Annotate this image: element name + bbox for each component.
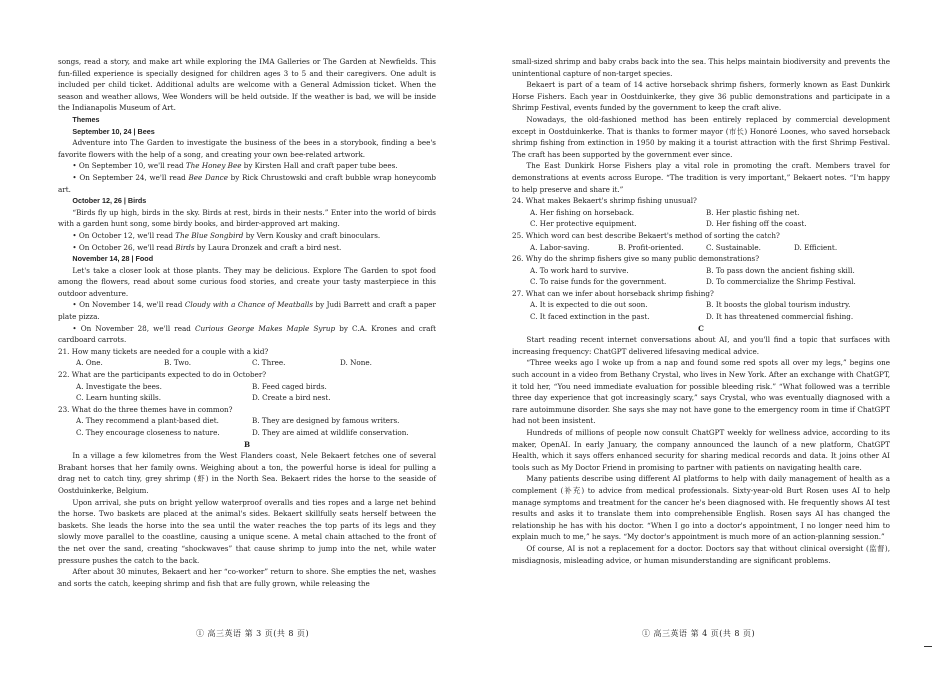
food-bullet-1: • On November 14, we'll read Cloudy with a Chance of Meatballs by Judi Barrett and craft a paper plate pizza. <box>58 300 436 322</box>
passage-c-paragraph-1: Start reading recent internet conversations about AI, and you'll find a topic that surfaces with increasing frequency: ChatGPT delivered lifesaving medical advice. <box>512 335 890 356</box>
option: D. Her fishing off the coast. <box>706 219 807 229</box>
option: D. To commercialize the Shrimp Festival. <box>706 277 856 287</box>
option: A. Her fishing on horseback. <box>530 207 635 217</box>
left-column <box>58 56 436 589</box>
option: A. It is expected to die out soon. <box>530 300 648 310</box>
passage-b-paragraph-4: Bekaert is part of a team of 14 active horseback shrimp fishers, formerly known as East Dunkirk Horse Fishers. Each year in Oostduinkerke, they give 36 public demonstrations and participate in a Shrimp Festival, events funded by the government to keep the craft alive. <box>512 80 890 113</box>
question-26: 26. Why do the shrimp fishers give so many public demonstrations? <box>512 254 760 264</box>
option: B. Profit-oriented. <box>618 242 684 252</box>
question-23-options <box>58 415 436 438</box>
question-26-options <box>512 265 890 288</box>
option: C. To raise funds for the government. <box>530 277 667 287</box>
option: C. Her protective equipment. <box>530 219 637 229</box>
bees-heading: September 10, 24 | Bees <box>72 126 155 136</box>
birds-paragraph: “Birds fly up high, birds in the sky. Birds at rest, birds in their nests.” Enter into the world of birds with a garden hunt song, some birdy books, and birder-approved art making. <box>58 207 436 229</box>
question-24: 24. What makes Bekaert's shrimp fishing unusual? <box>512 196 697 206</box>
section-c-heading: C <box>698 323 704 333</box>
option: D. Efficient. <box>794 242 838 252</box>
question-23: 23. What do the three themes have in common? <box>58 404 233 414</box>
birds-bullet-1: • On October 12, we'll read The Blue Songbird by Vern Kousky and craft binoculars. <box>72 230 381 240</box>
question-24-options <box>512 207 890 230</box>
question-22-options <box>58 381 436 404</box>
passage-c-paragraph-3: Hundreds of millions of people now consult ChatGPT weekly for wellness advice, according to its maker, OpenAI. In early January, the company announced the launch of a new platform, ChatGPT Health, which it says offers enhanced security for sharing medical records and data. It joins other AI tools such as My Doctor Friend in promising to partner with patients on navigating health care. <box>512 428 890 472</box>
passage-b-paragraph-3: After about 30 minutes, Bekaert and her “co-worker” return to shore. She empties the net, washes and sorts the catch, keeping shrimp and fish that are fully grown, while releasing the <box>58 567 436 588</box>
option: C. Three. <box>252 358 286 368</box>
question-25-options <box>512 242 890 254</box>
question-22: 22. What are the participants expected to do in October? <box>58 370 267 380</box>
option: A. To work hard to survive. <box>530 265 629 275</box>
passage-c-paragraph-4: Many patients describe using different AI platforms to help with daily management of health as a complement (补充) to advice from medical professionals. Sixty-year-old Burt Rosen uses AI to help manage symptoms and treatment for the cancer he's been diagnosed with. He frequently shows AI test results and asks it to translate them into comprehensible English. Rosen says AI has changed the relationship he has with his doctor. “When I go into a doctor's appointment, I no longer need him to explain much to me,” he says. “My doctor's appointment is much more of an action-planning session.” <box>512 474 890 542</box>
margin-dash <box>924 646 932 647</box>
food-paragraph: Let's take a closer look at those plants. They may be delicious. Explore The Garden to spot food among the flowers, read about some curious food stories, and create your tasty masterpiece in this outdoor adventure. <box>58 265 436 298</box>
passage-b-paragraph-6: The East Dunkirk Horse Fishers play a vital role in promoting the craft. Members travel for demonstrations at events across Europe. “The tradition is very important,” Bekaert notes. “I'm happy to help preserve and share it.” <box>512 161 890 194</box>
question-21: 21. How many tickets are needed for a couple with a kid? <box>58 346 269 356</box>
birds-bullet-2: • On October 26, we'll read Birds by Laura Dronzek and craft a bird nest. <box>72 242 342 252</box>
option: C. Sustainable. <box>706 242 761 252</box>
option: B. They are designed by famous writers. <box>252 416 400 426</box>
option: B. To pass down the ancient fishing skill. <box>706 265 855 275</box>
passage-c-paragraph-2: “Three weeks ago I woke up from a nap and found some red spots all over my legs,” begins one such account in a video from Bethany Crystal, who lives in New York. After an exchange with ChatGPT, it told her, “You need immediate evaluation for possible bleeding risk.” “What followed was a terrible three day experience that got increasingly scary,” says Crystal, who was eventually diagnosed with a rare autoimmune disorder. She says she may not have gone to the emergency room in time if ChatGPT had not been insistent. <box>512 358 890 426</box>
section-b-heading: B <box>243 439 251 449</box>
bees-bullet-2: • On September 24, we'll read Bee Dance by Rick Chrustowski and craft bubble wrap honeycomb art. <box>58 172 436 194</box>
page-footer-left: ① 高三英语 第 3 页(共 8 页) <box>196 629 310 638</box>
passage-b-paragraph-2: Upon arrival, she puts on bright yellow waterproof overalls and ties ropes and a large net behind the horse. Two baskets are placed at the animal's sides. Bekaert skillfully seats herself between the baskets. She leads the horse into the sea until the water reaches the top parts of its legs and they slowly move parallel to the coastline, causing a unique scene. A metal chain attached to the front of the net over the sand, creating “shockwaves” that cause shrimp to jump into the net, while water pressure pushes the catch to the back. <box>58 497 436 565</box>
option: D. It has threatened commercial fishing. <box>706 312 854 322</box>
passage-b-paragraph-1: In a village a few kilometres from the West Flanders coast, Nele Bekaert fetches one of several Brabant horses that her family owns. Weighing about a ton, the powerful horse is ideal for pulling a drag net to catch tiny, grey shrimp (虾) in the North Sea. Bekaert rides the horse to the seaside of Oostduinkerke, Belgium. <box>58 451 436 495</box>
page-footer-right: ① 高三英语 第 4 页(共 8 页) <box>642 629 756 638</box>
bees-paragraph: Adventure into The Garden to investigate the business of the bees in a storybook, finding a bee's favorite flowers with the help of a song, and creating your own bee-related artwork. <box>58 138 436 159</box>
question-27-options <box>512 299 890 322</box>
option: B. Feed caged birds. <box>252 381 327 391</box>
option: B. Two. <box>164 358 192 368</box>
food-heading: November 14, 28 | Food <box>72 254 154 264</box>
option: D. None. <box>340 358 372 368</box>
option: C. Learn hunting skills. <box>76 393 161 403</box>
themes-heading: Themes <box>72 114 100 124</box>
question-21-options <box>58 357 436 369</box>
option: D. Create a bird nest. <box>252 393 331 403</box>
bees-bullet-1: • On September 10, we'll read The Honey Bee by Kirsten Hall and craft paper tube bees. <box>72 161 398 171</box>
right-column <box>512 56 890 566</box>
option: A. Investigate the bees. <box>76 381 162 391</box>
option: D. They are aimed at wildlife conservation. <box>252 428 409 437</box>
option: B. Her plastic fishing net. <box>706 207 800 217</box>
question-25: 25. Which word can best describe Bekaert's method of sorting the catch? <box>512 230 780 240</box>
food-bullet-2: • On November 28, we'll read Curious George Makes Maple Syrup by C.A. Krones and craft cardboard carrots. <box>58 323 436 345</box>
intro-paragraph: songs, read a story, and make art while exploring the IMA Galleries or The Garden at Newfields. This fun-filled experience is specially designed for children ages 3 to 5 and their caregivers. One adult is included per child ticket. Additional adults are welcome with a General Admission ticket. When the season and weather allows, Wee Wonders will be held outside. If the weather is bad, we will be inside the Indianapolis Museum of Art. <box>58 57 436 113</box>
option: C. It faced extinction in the past. <box>530 312 650 322</box>
option: B. It boosts the global tourism industry. <box>706 300 851 310</box>
passage-c-paragraph-5: Of course, AI is not a replacement for a doctor. Doctors say that without clinical oversight (监督), misdiagnosis, misleading advice, or human misunderstanding are significant problems. <box>512 543 890 565</box>
passage-b-paragraph-3-continued: small-sized shrimp and baby crabs back into the sea. This helps maintain biodiversity and prevents the unintentional capture of non-target species. <box>512 57 890 78</box>
question-27: 27. What can we infer about horseback shrimp fishing? <box>512 288 714 298</box>
birds-heading: October 12, 26 | Birds <box>72 196 147 206</box>
option: A. They recommend a plant-based diet. <box>76 416 219 426</box>
option: A. Labor-saving. <box>530 242 590 252</box>
option: A. One. <box>76 358 103 368</box>
option: C. They encourage closeness to nature. <box>76 428 220 437</box>
passage-b-paragraph-5: Nowadays, the old-fashioned method has been entirely replaced by commercial development except in Oostduinkerke. That is thanks to former mayor (市长) Honoré Loones, who saved horseback shrimp fishing from extinction in 1950 by making it a tourist attraction with the first Shrimp Festival. The craft has been supported by the government ever since. <box>512 114 890 159</box>
